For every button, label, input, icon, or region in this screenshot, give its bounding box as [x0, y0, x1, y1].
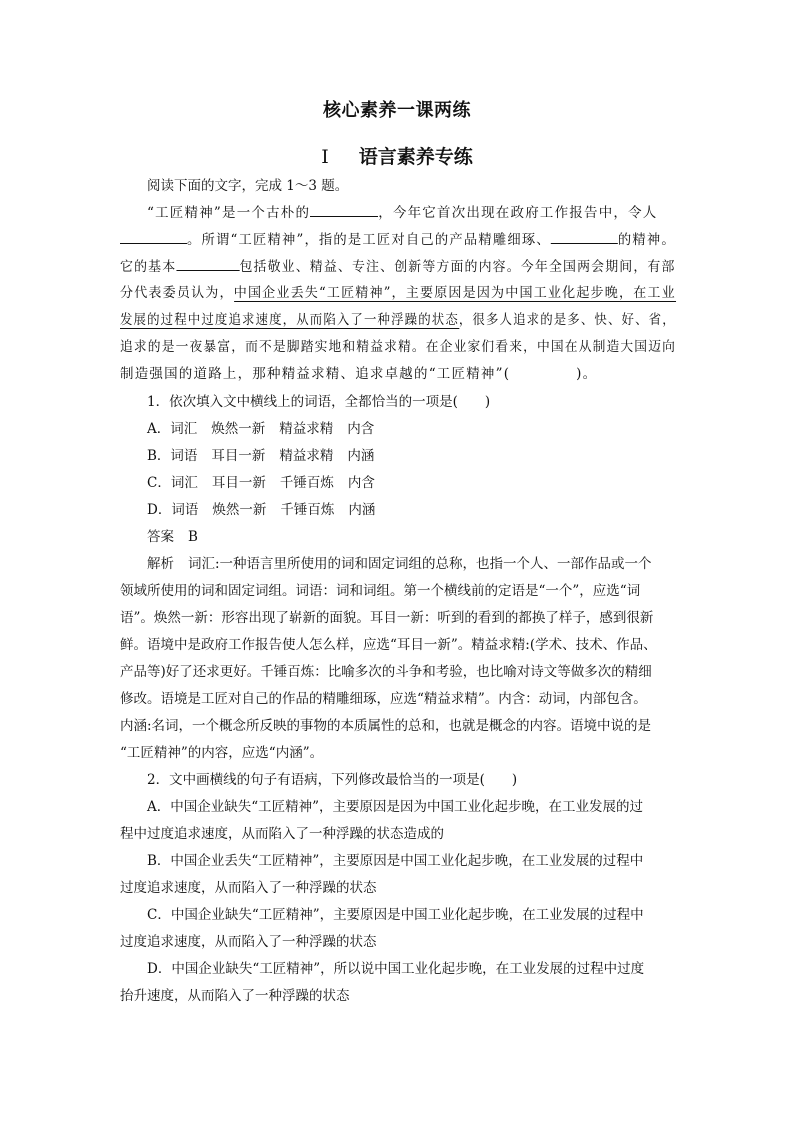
option-word: 内含: [347, 475, 375, 491]
option-word: 耳目一新: [211, 448, 266, 464]
passage-text: ，今年它首次出现在政府工作报告中，令人: [378, 205, 658, 221]
answer-value: B: [188, 529, 198, 545]
passage-text: ，很多人追求的是多、快、好、省，: [458, 312, 676, 328]
q1-option-d: [147, 500, 375, 520]
q2-option-c-line-2: 过度追求速度，从而陷入了一种浮躁的状态: [120, 934, 377, 950]
q1-option-c: [147, 473, 375, 493]
analysis-line-1: [147, 554, 652, 574]
q2-option-d-line-1: D．中国企业缺失“工匠精神”，所以说中国工业化起步晚，在工业发展的过程中过度: [147, 961, 645, 977]
option-word: 精益求精: [279, 421, 334, 437]
question-2-stem: 2．文中画横线的句子有语病，下列修改最恰当的一项是( ): [147, 772, 518, 788]
instruction: 阅读下面的文字，完成 1～3 题。: [147, 178, 349, 194]
q1-option-b: [147, 446, 374, 466]
option-word: 词汇: [170, 475, 198, 491]
option-word: 内含: [347, 421, 375, 437]
option-word: 词汇: [170, 421, 198, 437]
section-heading: [0, 142, 794, 169]
analysis-line-3: 语”。焕然一新：形容出现了崭新的面貌。耳目一新：听到的看到的都换了样子，感到很新: [120, 610, 654, 626]
option-word: 焕然一新: [211, 421, 266, 437]
passage-line-3: [120, 256, 676, 277]
passage-text: 分代表委员认为，: [120, 285, 234, 301]
option-letter: B．: [147, 448, 171, 464]
analysis-line-5: 产品等)好了还求更好。千锤百炼：比喻多次的斗争和考验，也比喻对诗文等做多次的精细: [120, 664, 652, 680]
question-1-stem: 1．依次填入文中横线上的词语，全都恰当的一项是( ): [147, 394, 491, 410]
option-word: 焕然一新: [212, 502, 267, 518]
option-letter: A．: [147, 421, 171, 437]
underlined-sentence: 发展的过程中过度追求速度，从而陷入了一种浮躁的状态: [120, 312, 459, 328]
fill-blank-2: [120, 229, 187, 244]
analysis-line-2: 领域所使用的词和固定词组。词语：词和词组。第一个横线前的定语是“一个”，应选“词: [120, 583, 641, 599]
passage-text: “工匠精神”是一个古朴的: [147, 205, 311, 221]
passage-text: 的精神。: [617, 232, 676, 248]
fill-blank-4: [176, 256, 239, 271]
option-word: 词语: [170, 448, 198, 464]
analysis-text: 词汇:一种语言里所使用的词和固定词组的总称，也指一个人、一部作品或一个: [188, 556, 652, 572]
q1-option-a: [147, 419, 374, 439]
q2-option-c-line-1: C．中国企业缺失“工匠精神”，主要原因是中国工业化起步晚，在工业发展的过程中: [147, 907, 644, 923]
q2-option-b-line-1: B．中国企业丢失“工匠精神”，主要原因是中国工业化起步晚，在工业发展的过程中: [147, 853, 644, 869]
option-word: 精益求精: [279, 448, 334, 464]
option-word: 耳目一新: [211, 475, 266, 491]
option-letter: C．: [147, 475, 171, 491]
passage-text: 制造强国的道路上，那种精益求精、追求卓越的“工匠精神”(: [120, 366, 511, 382]
option-word: 词语: [171, 502, 199, 518]
answer-label: 答案: [147, 529, 174, 545]
q1-answer: [147, 527, 198, 547]
passage-line-2: [120, 229, 676, 250]
underlined-sentence: 中国企业丢失“工匠精神”，主要原因是因为中国工业化起步晚，在工业: [233, 285, 676, 301]
q2-option-d-line-2: 抬升速度，从而陷入了一种浮躁的状态: [120, 988, 350, 1004]
passage-text: 。所谓“工匠精神”，指的是工匠对自己的产品精雕细琢、: [187, 232, 551, 248]
option-letter: D．: [147, 502, 172, 518]
option-word: 千锤百炼: [279, 475, 334, 491]
page-title: 核心素养一课两练: [323, 100, 471, 121]
analysis-label: 解析: [147, 556, 174, 572]
section-number: Ⅰ: [321, 146, 329, 168]
option-word: 内涵: [347, 448, 375, 464]
option-word: 千锤百炼: [280, 502, 335, 518]
analysis-line-6: 修改。语境是工匠对自己的作品的精雕细琢，应选“精益求精”。内含：动词，内部包含。: [120, 691, 647, 707]
passage-text: )。: [576, 366, 598, 382]
q2-option-b-line-2: 过度追求速度，从而陷入了一种浮躁的状态: [120, 880, 377, 896]
section-title: 语言素养专练: [358, 146, 473, 168]
fill-blank-1: [310, 202, 378, 217]
analysis-line-7: 内涵:名词，一个概念所反映的事物的本质属性的总和，也就是概念的内容。语境中说的是: [120, 718, 652, 734]
passage-text: 包括敬业、精益、专注、创新等方面的内容。今年全国两会期间，有部: [239, 259, 676, 275]
analysis-line-4: 鲜。语境中是政府工作报告使人怎么样，应选“耳目一新”。精益求精:(学术、技术、作品、: [120, 637, 657, 653]
passage-line-6: 追求的是一夜暴富，而不是脚踏实地和精益求精。在企业家们看来，中国在从制造大国迈向: [120, 339, 677, 355]
passage-line-4: [120, 283, 676, 303]
analysis-line-8: “工匠精神”的内容，应选“内涵”。: [120, 745, 324, 761]
q2-option-a-line-2: 程中过度追求速度，从而陷入了一种浮躁的状态造成的: [120, 826, 444, 842]
passage-line-7: [120, 364, 597, 384]
passage-line-1: [147, 202, 658, 223]
passage-text: 它的基本: [120, 259, 177, 275]
fill-blank-3: [551, 229, 618, 244]
passage-line-5: [120, 310, 676, 330]
option-word: 内涵: [348, 502, 376, 518]
q2-option-a-line-1: A．中国企业缺失“工匠精神”，主要原因是因为中国工业化起步晚，在工业发展的过: [147, 799, 644, 815]
